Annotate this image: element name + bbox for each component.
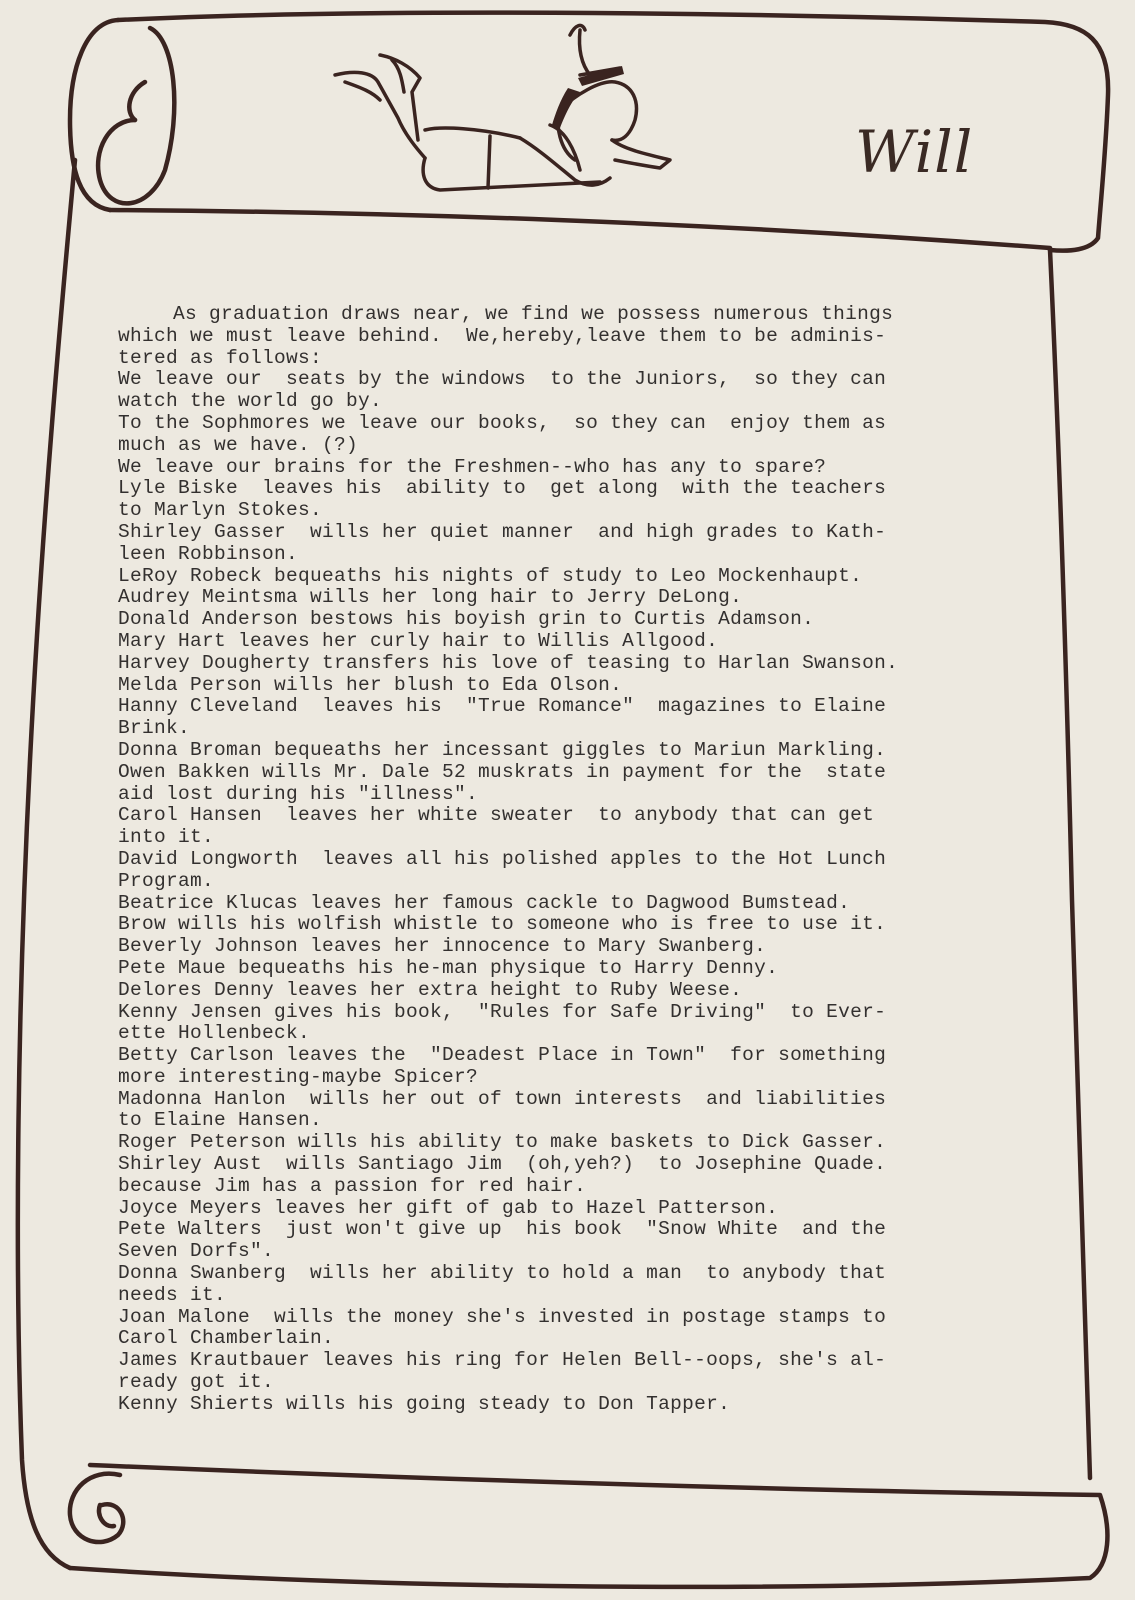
- text-line: Brink.: [118, 717, 191, 740]
- text-line: Delores Denny leaves her extra height to Ruby Weese.: [118, 978, 743, 1001]
- text-line: Carol Hansen leaves her white sweater to anybody that can get: [118, 804, 875, 827]
- text-line: Roger Peterson wills his ability to make baskets to Dick Gasser.: [118, 1131, 887, 1154]
- text-line: tered as follows:: [118, 346, 323, 369]
- text-line: Madonna Hanlon wills her out of town interests and liabilities: [118, 1087, 887, 1110]
- text-line: Beatrice Klucas leaves her famous cackle to Dagwood Bumstead.: [118, 891, 851, 914]
- text-line: Lyle Biske leaves his ability to get along with the teachers: [118, 477, 887, 500]
- text-line: Program.: [118, 869, 215, 892]
- text-line: ready got it.: [118, 1371, 275, 1394]
- will-text: [118, 304, 998, 1416]
- text-line: Beverly Johnson leaves her innocence to Mary Swanberg.: [118, 935, 767, 958]
- scroll-right-edge: [1050, 250, 1090, 1478]
- indian-boy-lying-icon: [335, 25, 670, 190]
- text-line: Pete Maue bequeaths his he-man physique to Harry Denny.: [118, 956, 779, 979]
- text-line: LeRoy Robeck bequeaths his nights of study to Leo Mockenhaupt.: [118, 564, 863, 587]
- text-line: watch the world go by.: [118, 390, 383, 413]
- text-line: aid lost during his "illness".: [118, 782, 479, 805]
- text-line: Donna Broman bequeaths her incessant giggles to Mariun Markling.: [118, 738, 887, 761]
- text-line: David Longworth leaves all his polished apples to the Hot Lunch: [118, 847, 887, 870]
- text-line: Mary Hart leaves her curly hair to Willis Allgood.: [118, 629, 719, 652]
- scroll-bottom-roll: [70, 1465, 1107, 1587]
- text-line: Donald Anderson bestows his boyish grin to Curtis Adamson.: [118, 608, 815, 631]
- text-line: ette Hollenbeck.: [118, 1022, 311, 1045]
- text-line: We leave our brains for the Freshmen--who has any to spare?: [118, 455, 827, 478]
- text-line: leen Robbinson.: [118, 542, 299, 565]
- text-line: Audrey Meintsma wills her long hair to Jerry DeLong.: [118, 586, 743, 609]
- text-line: Harvey Dougherty transfers his love of teasing to Harlan Swanson.: [118, 651, 899, 674]
- text-line: to Marlyn Stokes.: [118, 499, 323, 522]
- text-line: Brow wills his wolfish whistle to someone who is free to use it.: [118, 913, 887, 936]
- text-line: Kenny Jensen gives his book, "Rules for Safe Driving" to Ever-: [118, 1000, 887, 1023]
- text-line: Joyce Meyers leaves her gift of gab to Hazel Patterson.: [118, 1196, 779, 1219]
- text-line: Donna Swanberg wills her ability to hold a man to anybody that: [118, 1262, 887, 1285]
- text-line: Seven Dorfs".: [118, 1240, 275, 1263]
- text-line: Betty Carlson leaves the "Deadest Place in Town" for something: [118, 1044, 887, 1067]
- text-line: which we must leave behind. We,hereby,leave them to be adminis-: [118, 324, 887, 347]
- text-line: We leave our seats by the windows to the Juniors, so they can: [118, 368, 887, 391]
- text-line: Joan Malone wills the money she's invested in postage stamps to: [118, 1305, 887, 1328]
- text-line: Carol Chamberlain.: [118, 1327, 335, 1350]
- text-line: Hanny Cleveland leaves his "True Romance" magazines to Elaine: [118, 695, 887, 718]
- text-line: because Jim has a passion for red hair.: [118, 1174, 587, 1197]
- text-line: Kenny Shierts wills his going steady to Don Tapper.: [118, 1392, 731, 1415]
- text-line: James Krautbauer leaves his ring for Helen Bell--oops, she's al-: [118, 1349, 887, 1372]
- text-line: To the Sophmores we leave our books, so they can enjoy them as: [118, 411, 887, 434]
- text-line: Melda Person wills her blush to Eda Olson.: [118, 673, 623, 696]
- text-line: needs it.: [118, 1283, 227, 1306]
- text-line: Owen Bakken wills Mr. Dale 52 muskrats in payment for the state: [118, 760, 887, 783]
- text-line: As graduation draws near, we find we possess numerous things: [173, 303, 894, 325]
- text-line: much as we have. (?): [118, 433, 359, 456]
- text-line: Shirley Gasser wills her quiet manner and high grades to Kath-: [118, 520, 887, 543]
- text-line: Pete Walters just won't give up his book "Snow White and the: [118, 1218, 887, 1241]
- text-line: to Elaine Hansen.: [118, 1109, 323, 1132]
- text-line: into it.: [118, 826, 215, 849]
- scroll-left-edge: [18, 160, 75, 1568]
- page-title: Will: [855, 118, 974, 186]
- text-line: Shirley Aust wills Santiago Jim (oh,yeh?) to Josephine Quade.: [118, 1153, 887, 1176]
- text-line: more interesting-maybe Spicer?: [118, 1065, 479, 1088]
